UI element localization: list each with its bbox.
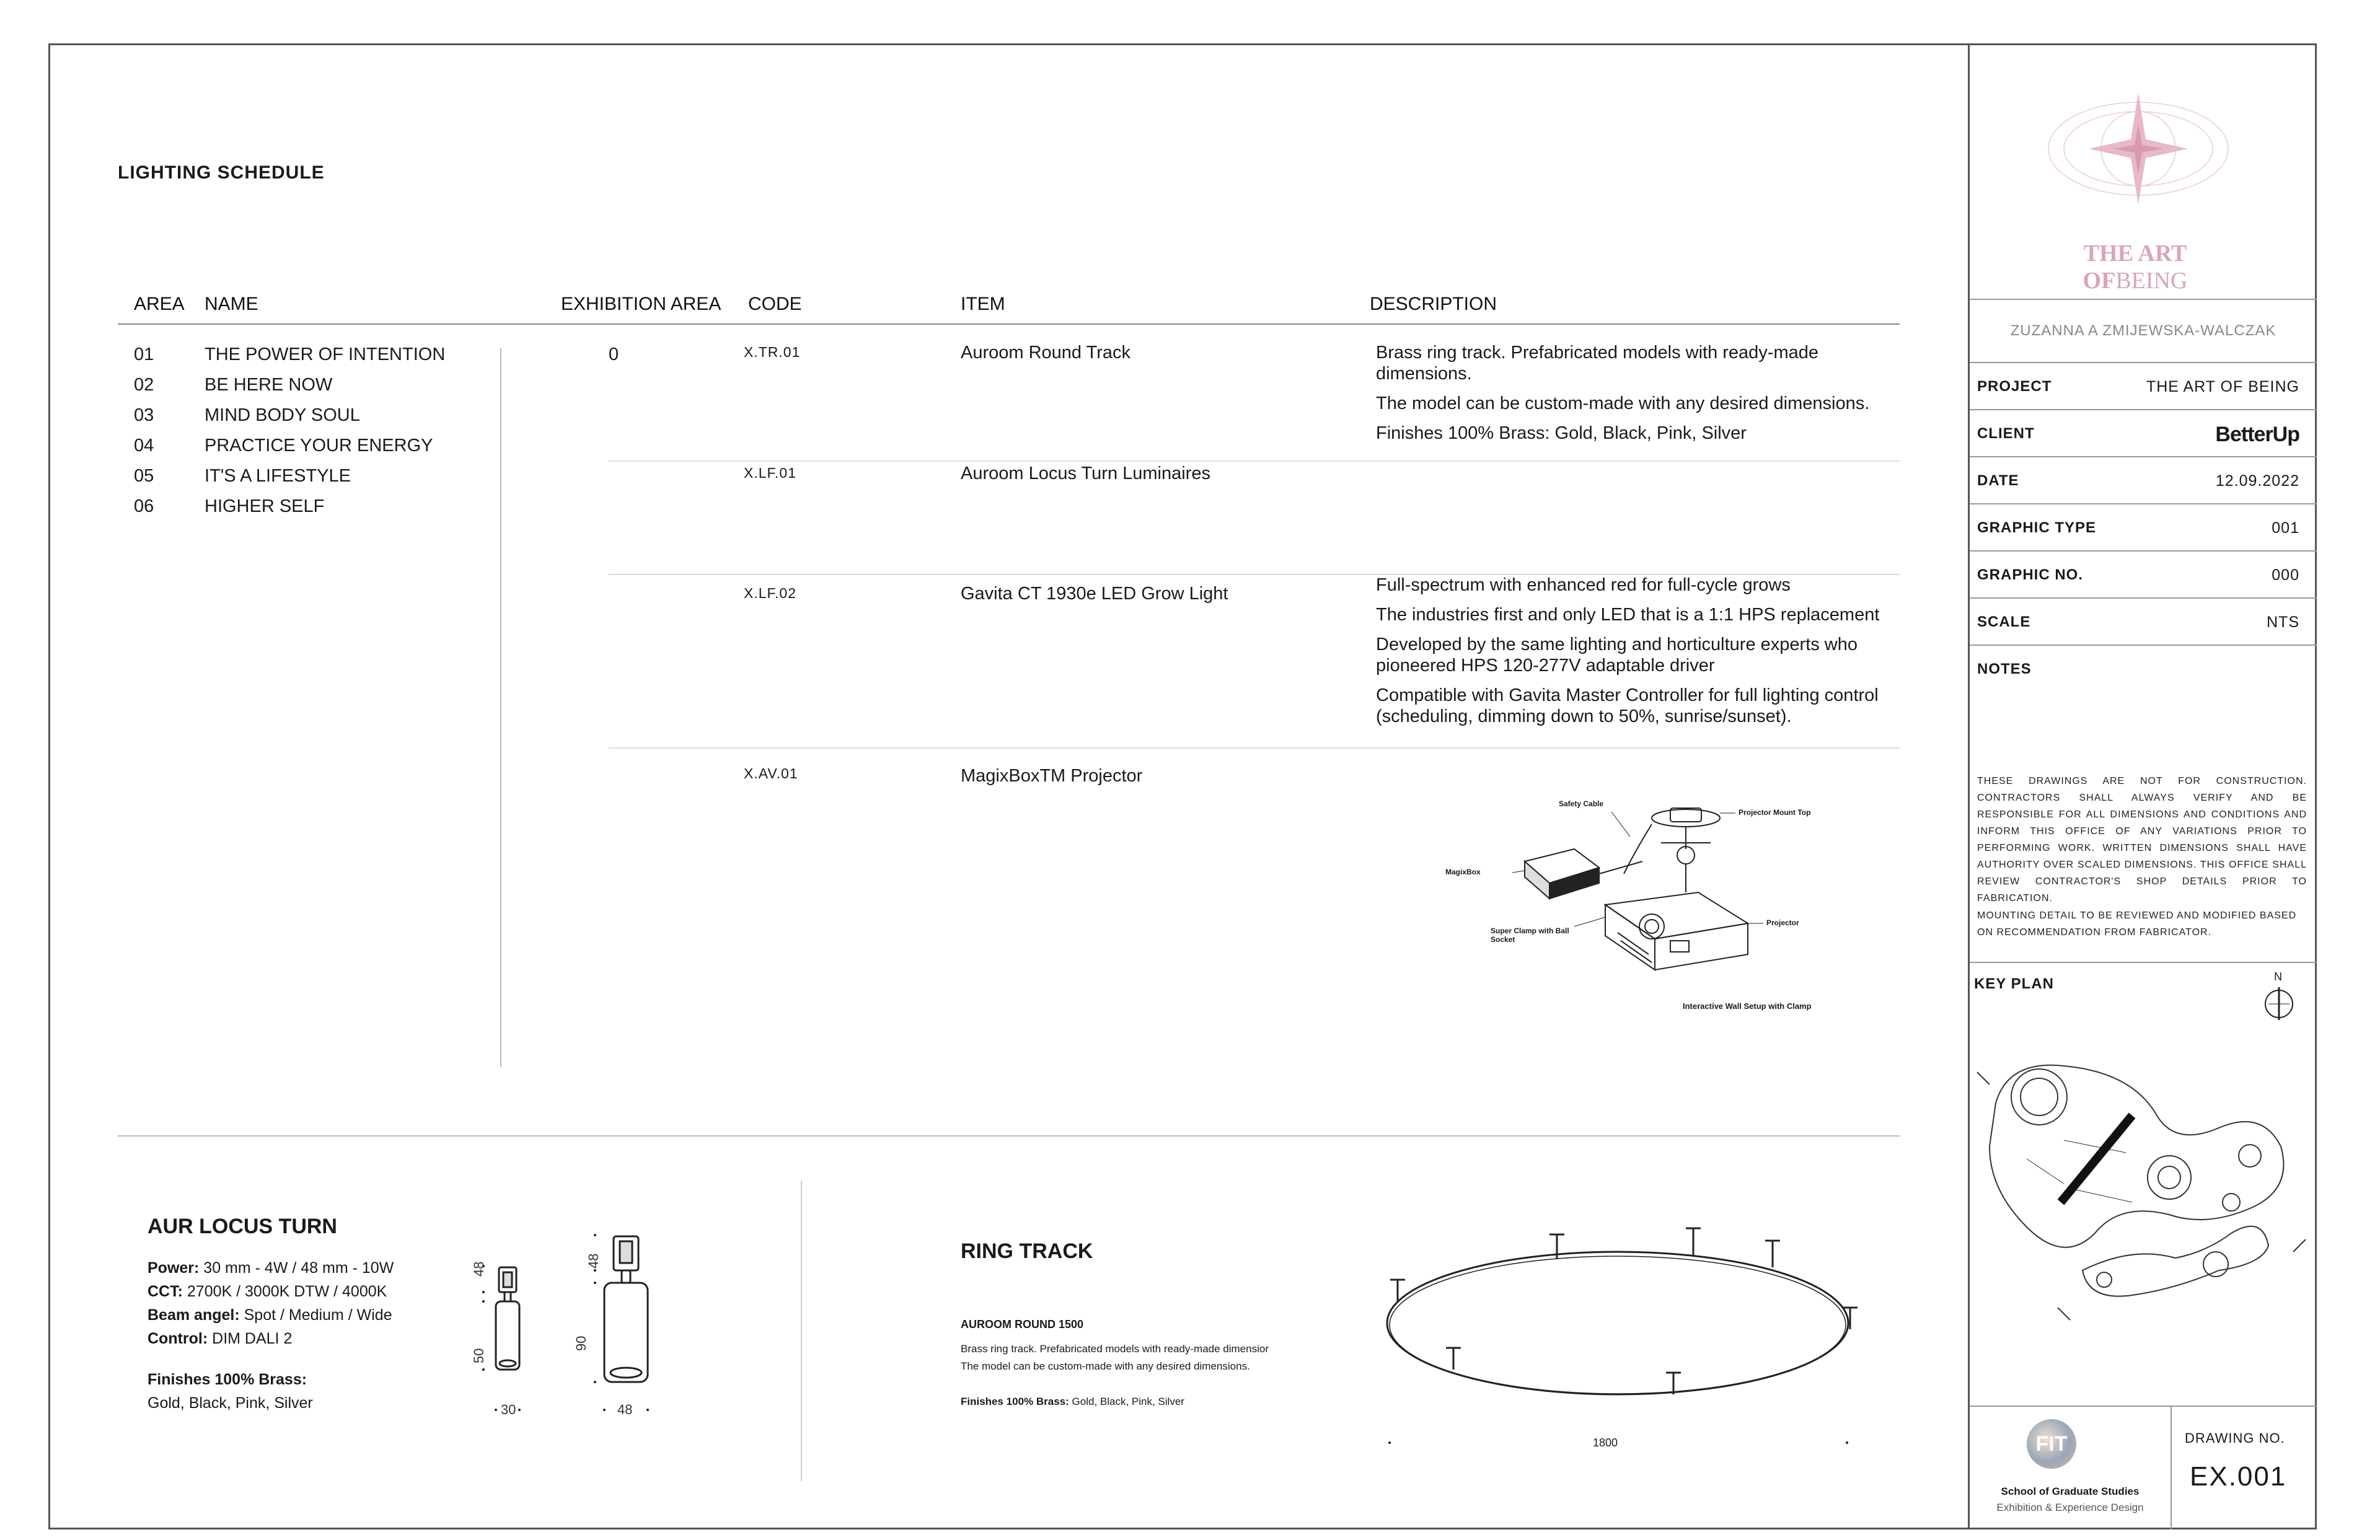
header-rule: [118, 323, 1900, 325]
north-arrow-icon: [2263, 984, 2294, 1021]
school-line-1: School of Graduate Studies: [2001, 1485, 2140, 1497]
dim-small-width: 30: [501, 1402, 516, 1417]
tb-row-client: CLIENT BetterUp: [1970, 409, 2317, 456]
drawing-no-label: DRAWING NO.: [2185, 1430, 2285, 1446]
section-divider: [118, 1135, 1900, 1137]
ring-description: Brass ring track. Prefabricated models with ready-made dimensior The model can be custom-made with any desired dimensions.: [961, 1343, 1269, 1372]
exhibition-area-value: 0: [609, 345, 619, 364]
item-code: X.AV.01: [744, 765, 798, 781]
tb-divider: [1970, 1406, 2317, 1407]
logo-wordmark: THE ART OFBEING: [2082, 240, 2188, 294]
spec-beam: Beam angel: Spot / Medium / Wide: [148, 1306, 392, 1324]
spec-cct: CCT: 2700K / 3000K DTW / 4000K: [148, 1283, 387, 1300]
label-projector: Projector: [1766, 918, 1799, 927]
item-code: X.LF.02: [744, 585, 796, 601]
item-name: MagixBoxTM Projector: [961, 766, 1143, 786]
item-code: X.TR.01: [744, 344, 801, 360]
dim-small-head: 48: [471, 1261, 487, 1277]
schedule-title: LIGHTING SCHEDULE: [118, 162, 325, 183]
header-area: AREA: [134, 294, 185, 314]
tb-divider: [1970, 299, 2317, 300]
ring-track-drawing: [1376, 1215, 1866, 1456]
spec-finishes-label: Finishes 100% Brass:: [148, 1371, 307, 1388]
spec-control: Control: DIM DALI 2: [148, 1330, 293, 1347]
dim-large-head: 48: [586, 1253, 601, 1269]
row-divider: [609, 747, 1900, 749]
author-name: ZUZANNA A ZMIJEWSKA-WALCZAK: [2010, 322, 2276, 339]
list-item: 06 HIGHER SELF: [134, 496, 325, 516]
list-item: 03 MIND BODY SOUL: [134, 405, 360, 425]
notes-text-2: MOUNTING DETAIL TO BE REVIEWED AND MODIFIED BASED ON RECOMMENDATION FROM FABRICATOR.: [1977, 910, 2297, 938]
item-name: Auroom Round Track: [961, 343, 1131, 363]
detail-divider: [801, 1181, 802, 1481]
tb-notes: NOTES THESE DRAWINGS ARE NOT FOR CONSTRUCTION. CONTRACTORS SHALL ALWAYS VERIFY AND BE RESPONSIBLE FOR ALL DIMENSIONS AND CONDITIONS AND INFORM THIS OFFICE OF ANY VARIATIONS PRIOR TO PERFORMING WORK. WRITTEN DIMENSIONS SHALL HAVE AUTHORITY OVER SCALED DIMENSIONS. THIS OFFICE SHALL REVIEW CONTRACTOR'S SHOP DETAILS PRIOR TO FABRICATION. MOUNTING DETAIL TO BE REVIEWED AND MODIFIED BASED ON RECOMMENDATION FROM FABRICATOR.: [1970, 645, 2317, 954]
ring-title: RING TRACK: [961, 1239, 1093, 1263]
fit-logo: FIT: [2027, 1419, 2076, 1469]
list-item: 05 IT'S A LIFESTYLE: [134, 466, 351, 486]
dim-small-body: 50: [471, 1348, 487, 1363]
locus-title: AUR LOCUS TURN: [148, 1215, 337, 1238]
north-label: N: [2274, 970, 2282, 983]
item-name: Gavita CT 1930e LED Grow Light: [961, 584, 1228, 604]
spec-power: Power: 30 mm - 4W / 48 mm - 10W: [148, 1259, 394, 1277]
tb-row-graphic-type: GRAPHIC TYPE 001: [1970, 503, 2317, 550]
header-description: DESCRIPTION: [1370, 294, 1497, 314]
tb-divider: [1970, 962, 2317, 963]
row-divider: [609, 460, 1900, 462]
spec-finishes-value: Gold, Black, Pink, Silver: [148, 1394, 313, 1412]
key-plan-drawing: [1971, 1047, 2318, 1345]
column-divider: [500, 348, 501, 1067]
header-code: CODE: [748, 294, 802, 314]
tb-row-scale: SCALE NTS: [1970, 597, 2317, 645]
dim-large-width: 48: [617, 1402, 633, 1417]
key-plan-label: KEY PLAN: [1974, 975, 2054, 992]
locus-specs: [148, 1256, 394, 1415]
label-magixbox: MagixBox: [1445, 868, 1481, 876]
ring-dimension: 1800: [1593, 1437, 1618, 1449]
header-item: ITEM: [961, 294, 1005, 314]
list-item: 04 PRACTICE YOUR ENERGY: [134, 436, 433, 455]
tb-vertical-divider: [2171, 1406, 2172, 1529]
item-description: Full-spectrum with enhanced red for full-cycle grows The industries first and only LED that is a 1:1 HPS replacement Developed by the same lighting and horticulture experts who pioneered HPS 120-277V adaptable driver Compatible with Gavita Master Controller for full lighting control (scheduling, dimming down to 50%, sunrise/sunset).: [1376, 575, 1880, 726]
client-logo: BetterUp: [2215, 423, 2299, 446]
tb-row-graphic-no: GRAPHIC NO. 000: [1970, 550, 2317, 597]
item-code: X.LF.01: [744, 465, 796, 481]
label-safety-cable: Safety Cable: [1559, 799, 1604, 808]
star-logo-icon: [2033, 62, 2244, 248]
item-name: Auroom Locus Turn Luminaires: [961, 464, 1210, 483]
label-super-clamp: Super Clamp with Ball Socket: [1491, 926, 1569, 944]
header-exhibition-area: EXHIBITION AREA: [561, 294, 721, 314]
drawing-no: EX.001: [2190, 1461, 2287, 1492]
item-description: Brass ring track. Prefabricated models with ready-made dimensions. The model can be custom-made with any desired dimensions. Finishes 100% Brass: Gold, Black, Pink, Silver: [1376, 343, 1870, 443]
projector-illustration: [1438, 799, 1841, 1023]
ring-subtitle: AUROOM ROUND 1500: [961, 1318, 1084, 1331]
dim-large-body: 90: [573, 1335, 589, 1351]
tb-row-date: DATE 12.09.2022: [1970, 456, 2317, 503]
list-item: 01 THE POWER OF INTENTION: [134, 345, 446, 364]
notes-text: THESE DRAWINGS ARE NOT FOR CONSTRUCTION. CONTRACTORS SHALL ALWAYS VERIFY AND BE RESPONSIBLE FOR ALL DIMENSIONS AND CONDITIONS AND INFORM THIS OFFICE OF ANY VARIATIONS PRIOR TO PERFORMING WORK. WRITTEN DIMENSIONS SHALL HAVE AUTHORITY OVER SCALED DIMENSIONS. THIS OFFICE SHALL REVIEW CONTRACTOR'S SHOP DETAILS PRIOR TO FABRICATION.: [1977, 776, 2307, 904]
projector-diagram: [1438, 799, 1841, 1023]
diagram-caption: Interactive Wall Setup with Clamp: [1683, 1001, 1812, 1011]
label-mount-top: Projector Mount Top: [1739, 808, 1811, 817]
tb-row-project: PROJECT THE ART OF BEING: [1970, 362, 2317, 409]
list-item: 02 BE HERE NOW: [134, 375, 333, 395]
school-line-2: Exhibition & Experience Design: [1996, 1502, 2144, 1513]
header-name: NAME: [205, 294, 258, 314]
ring-finishes: Finishes 100% Brass: Gold, Black, Pink, Silver: [961, 1396, 1184, 1407]
